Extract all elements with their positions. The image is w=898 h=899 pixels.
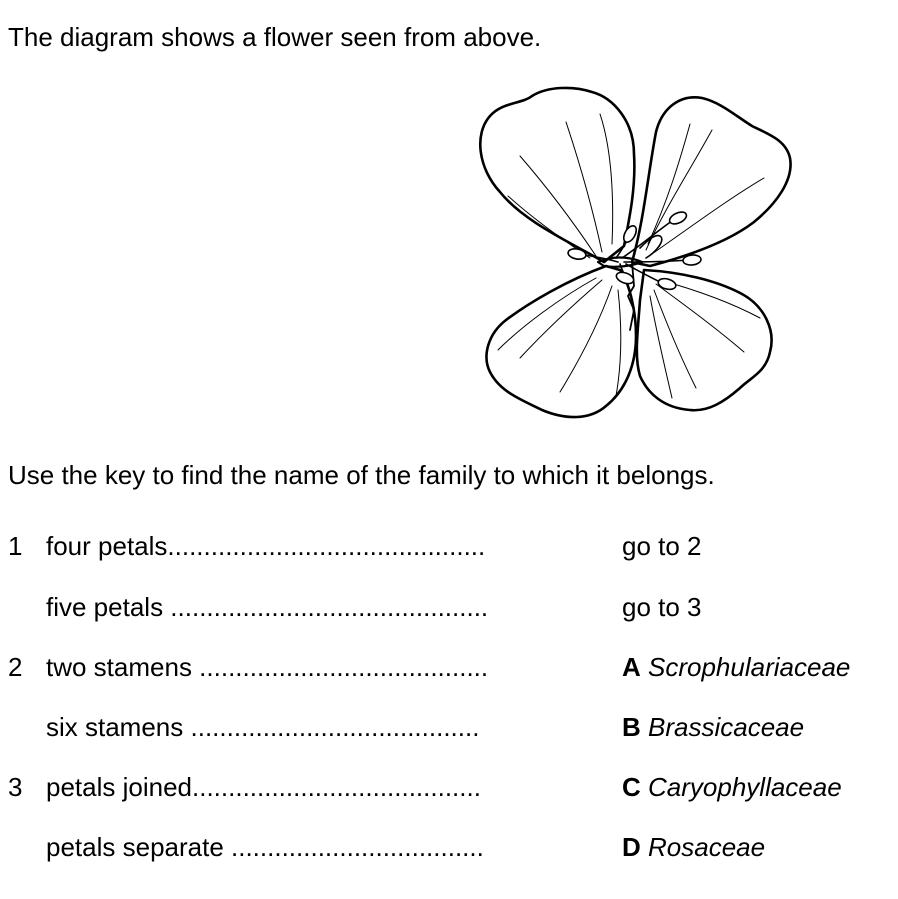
key-leader-dots: ........................................ [199, 652, 489, 682]
family-name: Rosaceae [648, 832, 766, 862]
key-result [622, 529, 702, 563]
key-step-number: 3 [8, 772, 23, 802]
family-name: Caryophyllaceae [648, 772, 842, 802]
question-intro: The diagram shows a flower seen from above. [8, 22, 542, 52]
key-description-text: petals joined [46, 772, 192, 802]
key-description [46, 770, 592, 804]
key-description-text: two stamens [46, 652, 200, 682]
key-description-text: six stamens [46, 712, 191, 742]
key-leader-dots: ............................................ [167, 531, 486, 561]
petal-lower-left [487, 266, 636, 417]
key-description [46, 830, 592, 864]
key-row [0, 529, 898, 563]
key-leader-dots: ................................... [231, 832, 484, 862]
key-description-text: four petals [46, 531, 168, 561]
key-row [0, 590, 898, 624]
petal-veins [498, 114, 764, 398]
key-step-number: 2 [8, 652, 23, 682]
flower-diagram [470, 84, 800, 420]
key-instruction: Use the key to find the name of the family to which it belongs. [8, 460, 715, 490]
key-row [0, 770, 898, 804]
key-description [46, 590, 592, 624]
key-result-text: go to 3 [622, 592, 702, 622]
key-row [0, 650, 898, 684]
key-result [622, 590, 702, 624]
key-result [622, 650, 850, 684]
key-result-text: go to 2 [622, 531, 702, 561]
answer-letter: B [622, 712, 641, 742]
key-row [0, 830, 898, 864]
family-name: Brassicaceae [648, 712, 805, 742]
key-result [622, 710, 804, 744]
family-name: Scrophulariaceae [648, 652, 851, 682]
key-row [0, 710, 898, 744]
key-step-number: 1 [8, 531, 23, 561]
petal-upper-right [632, 97, 791, 266]
key-description [46, 710, 592, 744]
key-result [622, 770, 842, 804]
answer-letter: D [622, 832, 641, 862]
key-description [46, 650, 592, 684]
key-result [622, 830, 765, 864]
key-description [46, 529, 592, 563]
petal-lower-right [637, 270, 772, 410]
key-description-text: five petals [46, 592, 171, 622]
answer-letter: C [622, 772, 641, 802]
key-leader-dots: ........................................ [190, 712, 480, 742]
key-description-text: petals separate [46, 832, 232, 862]
key-leader-dots: ............................................ [170, 592, 489, 622]
answer-letter: A [622, 652, 641, 682]
key-leader-dots: ........................................ [192, 772, 481, 802]
